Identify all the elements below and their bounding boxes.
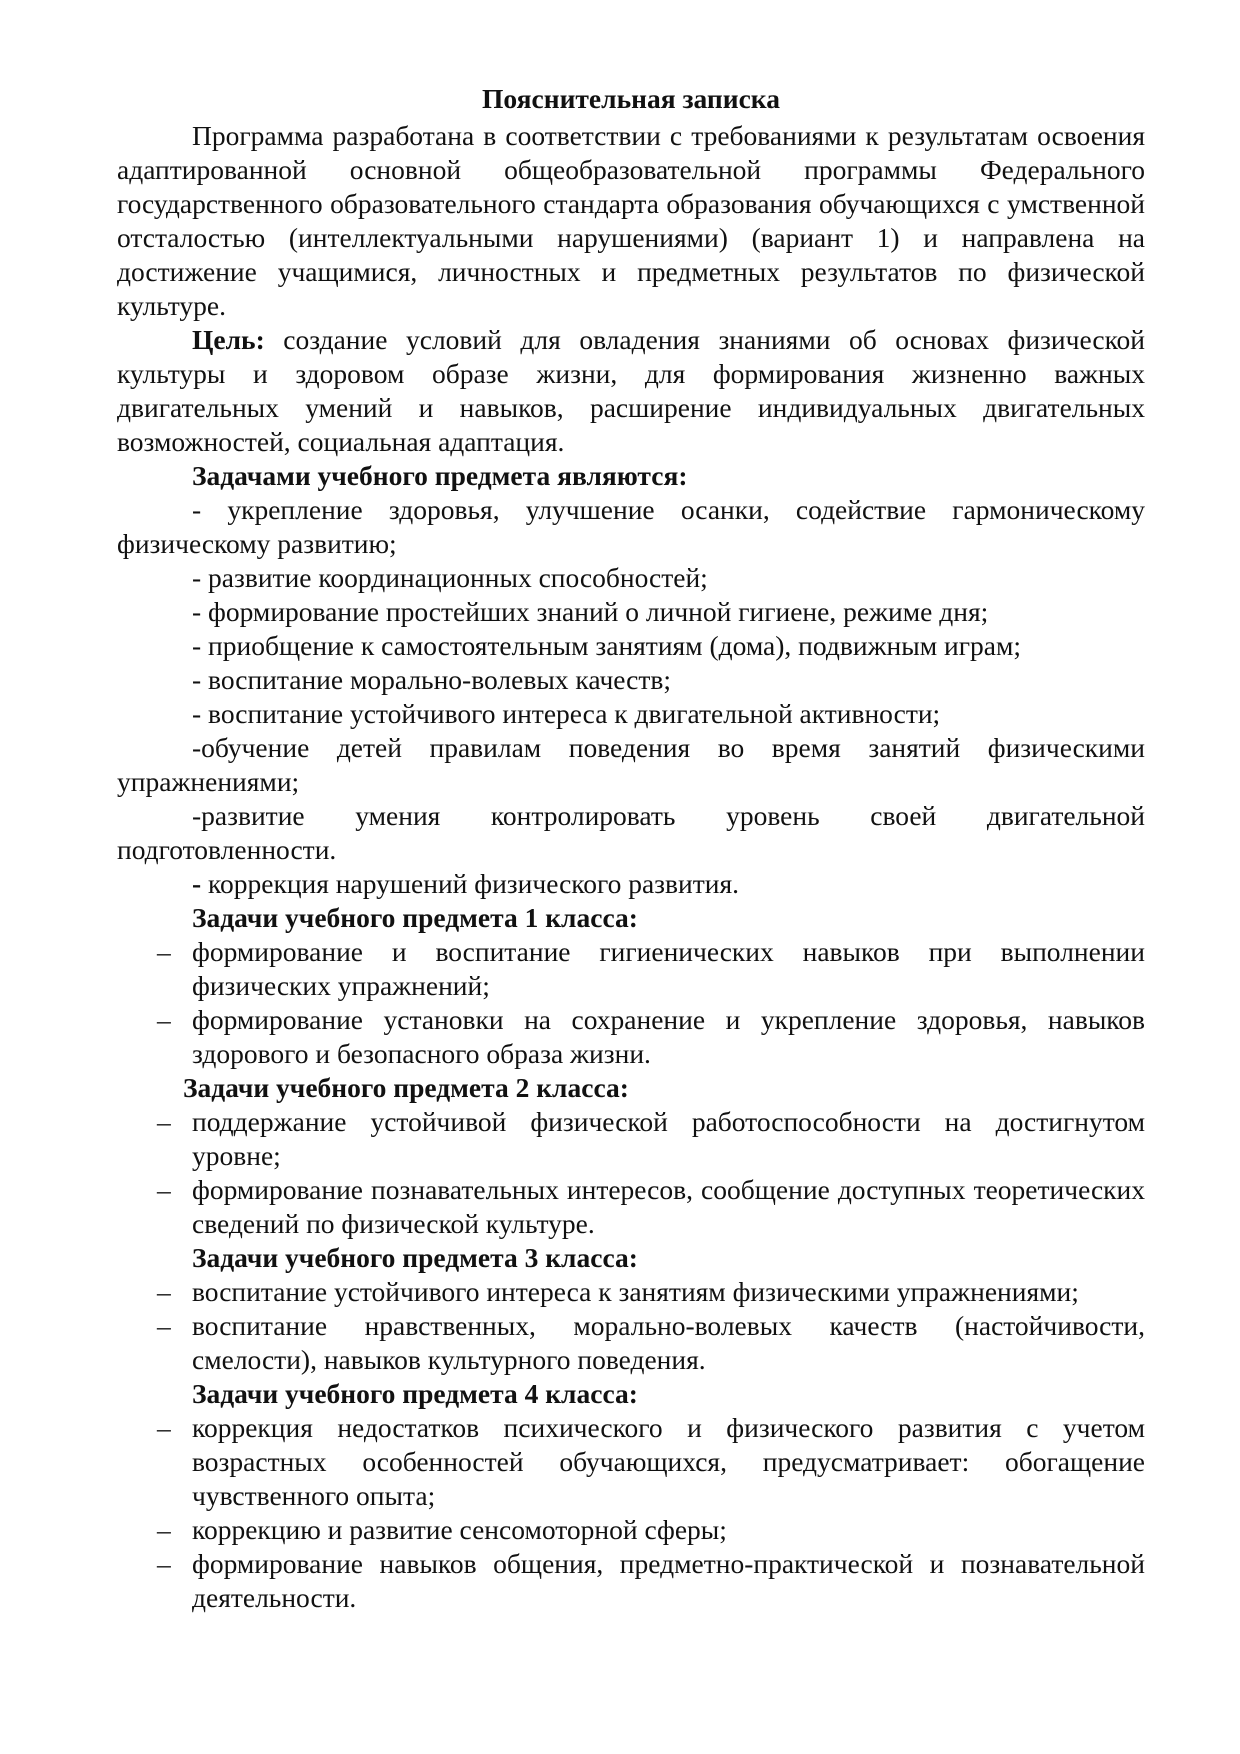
grade-2-list [117,1105,1145,1241]
task-item: -развитие умения контролировать уровень своей двигательной подготовленности. [117,800,1145,865]
list-item-text: коррекцию и развитие сенсомоторной сферы; [192,1514,727,1545]
list-item-text: воспитание устойчивого интереса к занятиям физическими упражнениями; [192,1276,1079,1307]
list-item [117,1275,1145,1309]
grade-4-heading: Задачи учебного предмета 4 класса: [192,1378,638,1409]
dash-bullet: – [157,1310,171,1341]
dash-bullet: – [157,1412,171,1443]
list-item-text: формирование установки на сохранение и укрепление здоровья, навыков здорового и безопасного образа жизни. [192,1004,1145,1069]
grade-2-heading: Задачи учебного предмета 2 класса: [183,1072,629,1103]
grade-1-heading: Задачи учебного предмета 1 класса: [192,902,638,933]
grade-3-heading: Задачи учебного предмета 3 класса: [192,1242,638,1273]
dash-bullet: – [157,1548,171,1579]
dash-bullet: – [157,1174,171,1205]
task-dash: - [192,868,202,899]
list-item [117,1547,1145,1615]
dash-bullet: – [157,1514,171,1545]
goal-label: Цель: [192,324,265,355]
list-item [117,1411,1145,1513]
list-item-text: воспитание нравственных, морально-волевых качеств (настойчивости, смелости), навыков культурного поведения. [192,1310,1145,1375]
list-item-text: поддержание устойчивой физической работоспособности на достигнутом уровне; [192,1106,1145,1171]
task-item: - приобщение к самостоятельным занятиям (дома), подвижным играм; [192,630,1022,661]
list-item [117,1309,1145,1377]
goal-paragraph [117,323,1145,459]
list-item [117,1003,1145,1071]
dash-bullet: – [157,1004,171,1035]
dash-bullet: – [157,1276,171,1307]
task-item: - формирование простейших знаний о личной гигиене, режиме дня; [192,596,989,627]
page-title: Пояснительная записка [482,83,780,114]
dash-bullet: – [157,936,171,967]
list-item-text: формирование и воспитание гигиенических навыков при выполнении физических упражнений; [192,936,1145,1001]
list-item-text: формирование познавательных интересов, сообщение доступных теоретических сведений по физической культуре. [192,1174,1145,1239]
task-item: - воспитание устойчивого интереса к двигательной активности; [192,698,941,729]
grade-1-list [117,935,1145,1071]
document-page [117,82,1145,1615]
grade-4-list [117,1411,1145,1615]
task-item: - развитие координационных способностей; [192,562,708,593]
task-item: -обучение детей правилам поведения во время занятий физическими упражнениями; [117,732,1145,797]
task-item: - укрепление здоровья, улучшение осанки, содействие гармоническому физическому развитию; [117,494,1145,559]
list-item-text: формирование навыков общения, предметно-практической и познавательной деятельности. [192,1548,1145,1613]
dash-bullet: – [157,1106,171,1137]
list-item [117,1173,1145,1241]
task-item-last [117,867,1145,901]
list-item [117,935,1145,1003]
grade-3-list [117,1275,1145,1377]
task-item: - воспитание морально-волевых качеств; [192,664,672,695]
list-item [117,1105,1145,1173]
intro-paragraph: Программа разработана в соответствии с требованиями к результатам освоения адаптированной основной общеобразовательной программы Федерального государственного образовательного стандарта образования обучающихся с умственной отсталостью (интеллектуальными нарушениями) (вариант 1) и направлена на достижение учащимися, личностных и предметных результатов по физической культуре. [117,120,1145,321]
goal-text: создание условий для овладения знаниями об основах физической культуры и здоровом образе жизни, для формирования жизненно важных двигательных умений и навыков, расширение индивидуальных двигательных возможностей, социальная адаптация. [117,324,1145,457]
task-text: коррекция нарушений физического развития. [201,868,740,899]
list-item-text: коррекция недостатков психического и физического развития с учетом возрастных особенностей обучающихся, предусматривает: обогащение чувственного опыта; [192,1412,1145,1511]
list-item [117,1513,1145,1547]
tasks-heading: Задачами учебного предмета являются: [192,460,688,491]
